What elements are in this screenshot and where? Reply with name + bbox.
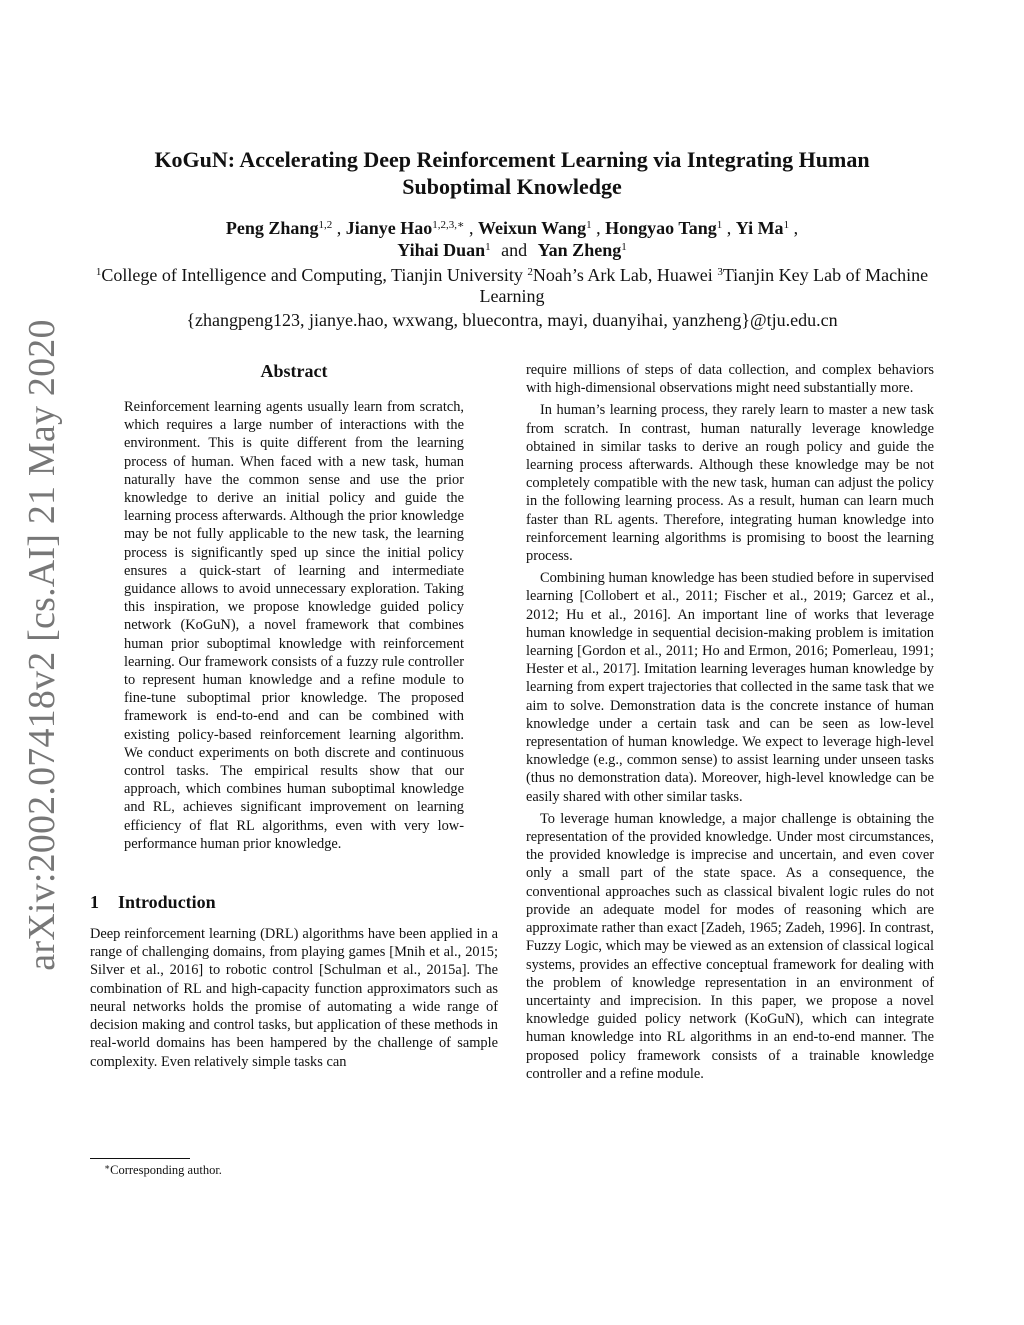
author-name: Yan Zheng — [537, 240, 622, 260]
author-affiliation-marker: 1 — [716, 219, 723, 231]
and-conjunction: and — [501, 240, 528, 260]
author-affiliation-marker: 1,2 — [318, 219, 333, 231]
right-column — [526, 361, 934, 1083]
footnote — [104, 1162, 222, 1178]
section-number: 1 — [90, 892, 99, 913]
affiliation-marker: 2 — [527, 266, 533, 278]
body-paragraph: In human’s learning process, they rarely learn to master a new task from scratch. In contrast, human naturally leverage knowledge obtained in similar tasks to derive an rough policy and guide the learning process afterwards. Although these knowledge may be not completely compatible with the new task, human can adjust the policy in the following learning process. As a result, human can learn much faster than RL agents. Therefore, integrating human knowledge into reinforcement learning algorithms is promising to boost the learning process. — [526, 402, 934, 565]
left-column — [90, 360, 498, 1071]
author-affiliation-marker: 1,2,3,∗ — [432, 219, 465, 231]
affiliation-marker: 3 — [717, 266, 723, 278]
author-name: Peng Zhang — [225, 218, 319, 238]
paper-title: KoGuN: Accelerating Deep Reinforcement Learning via Integrating Human Suboptimal Knowledge — [154, 147, 870, 199]
author-affiliation-marker: 1 — [586, 219, 592, 231]
section-title: Introduction — [118, 892, 216, 913]
author-name: Weixun Wang — [477, 218, 587, 238]
body-paragraph: require millions of steps of data collection, and complex behaviors with high-dimensional observations might need substantially more. — [526, 362, 934, 397]
author-affiliation-marker: 1 — [485, 241, 491, 253]
footnote-text: Corresponding author. — [110, 1163, 222, 1177]
author-name: Yihai Duan — [397, 240, 486, 260]
body-paragraph: To leverage human knowledge, a major challenge is obtaining the representation of the provided knowledge. Under most circumstances, the provided knowledge is imprecise and uncertain, and even cover only a small part of the state space. As a consequence, the conventional approaches such as classical bivalent logic rules do not provide an adequate model for modes of reasoning which are approximate rather than exact [Zadeh, 1965; Zadeh, 1996]. In contrast, Fuzzy Logic, which may be viewed as an extension of classical logical systems, provides an effective conceptual framework for dealing with the problem of knowledge representation in an environment of uncertainty and imprecision. In this paper, we propose a novel knowledge guided policy network (KoGuN), which can integrate human knowledge into RL algorithms in an end-to-end manner. The proposed policy framework consists of a trainable knowledge controller and a refine module. — [526, 810, 934, 1082]
affiliations — [90, 265, 934, 307]
author-affiliation-marker: 1 — [783, 219, 790, 231]
affiliation-text: Tianjin Key Lab of Machine Learning — [479, 265, 929, 306]
author-name: Yi Ma — [735, 218, 784, 238]
footnote-marker: ∗ — [104, 1162, 111, 1172]
section-heading — [90, 891, 498, 913]
author-affiliation-marker: 1 — [621, 241, 627, 253]
abstract-text: Reinforcement learning agents usually learn from scratch, which requires a large number of interactions with the environment. This is quite different from the learning process of human. When faced with a new task, human naturally have the common sense and use the prior knowledge to derive an initial policy and guide the learning process afterwards. Although the prior knowledge may be not fully applicable to the new task, the learning process is significantly sped up since the initial policy ensures a quick-start of learning and intermediate guidance allows to avoid unnecessary exploration. Taking this inspiration, we propose knowledge guided policy network (KoGuN), a novel framework that combines human prior suboptimal knowledge with reinforcement learning. Our framework consists of a fuzzy rule controller to represent human knowledge and a refine module to fine-tune suboptimal prior knowledge. The proposed framework is end-to-end and can be combined with existing policy-based reinforcement learning algorithm. We conduct experiments on both discrete and continuous control tasks. The empirical results show that our approach, which combines human suboptimal knowledge and RL, achieves significant improvement on learning efficiency of flat RL algorithms, even with very low-performance human prior knowledge. — [124, 399, 464, 852]
arxiv-identifier: arXiv:2002.07418v2 [cs.AI] 21 May 2020 — [21, 319, 63, 971]
author-name: Jianye Hao — [345, 218, 433, 238]
affiliation-text: Noah’s Ark Lab, Huawei — [532, 265, 713, 285]
affiliation-text: College of Intelligence and Computing, Tianjin University — [101, 265, 523, 285]
author-name: Hongyao Tang — [605, 218, 717, 238]
body-paragraph: Combining human knowledge has been studied before in supervised learning [Collobert et al., 2011; Fischer et al., 2019; Garcez et al., 2012; Hu et al., 2016]. An important line of works that leverage human knowledge in sequential decision-making problem is imitation learning [Gordon et al., 2011; Ho and Ermon, 2016; Pomerleau, 1991; Hester et al., 2017]. Imitation learning leverages human knowledge by learning from expert trajectories that collected in the same task that we aim to solve. Demonstration data is the concrete instance of human knowledge under a certain task and can be seen as low-level representation of human knowledge. We expect to leverage high-level knowledge (e.g., common sense) to assist learning under unseen tasks (thus no demonstration data). Moreover, high-level knowledge can be easily shared with other similar tasks. — [526, 570, 934, 805]
author-list: Peng Zhang$^{1,2}$ , Jianye Hao$^{1,2,3,∗}$ , Weixun Wang$^1$ , Hongyao Tang$^1$ , Yi Ma$^1$ , Yihai Duan$^1$ and Yan Zheng$^1$ — [225, 218, 799, 260]
affiliation-marker: 1 — [95, 266, 102, 278]
abstract-heading: Abstract — [260, 361, 328, 381]
body-paragraph: Deep reinforcement learning (DRL) algorithms have been applied in a range of challenging domains, from playing games [Mnih et al., 2015; Silver et al., 2016] to robotic control [Schulman et al., 2015a]. The combination of RL and high-capacity function approximators such as neural networks holds the promise of automating a wide range of decision making and control tasks, but application of these methods in real-world domains has been hampered by the challenge of sample complexity. Even relatively simple tasks can — [90, 926, 498, 1070]
footnote-divider — [90, 1158, 190, 1159]
author-emails: {zhangpeng123, jianye.hao, wxwang, bluecontra, mayi, duanyihai, yanzheng}@tju.edu.cn — [186, 310, 838, 330]
